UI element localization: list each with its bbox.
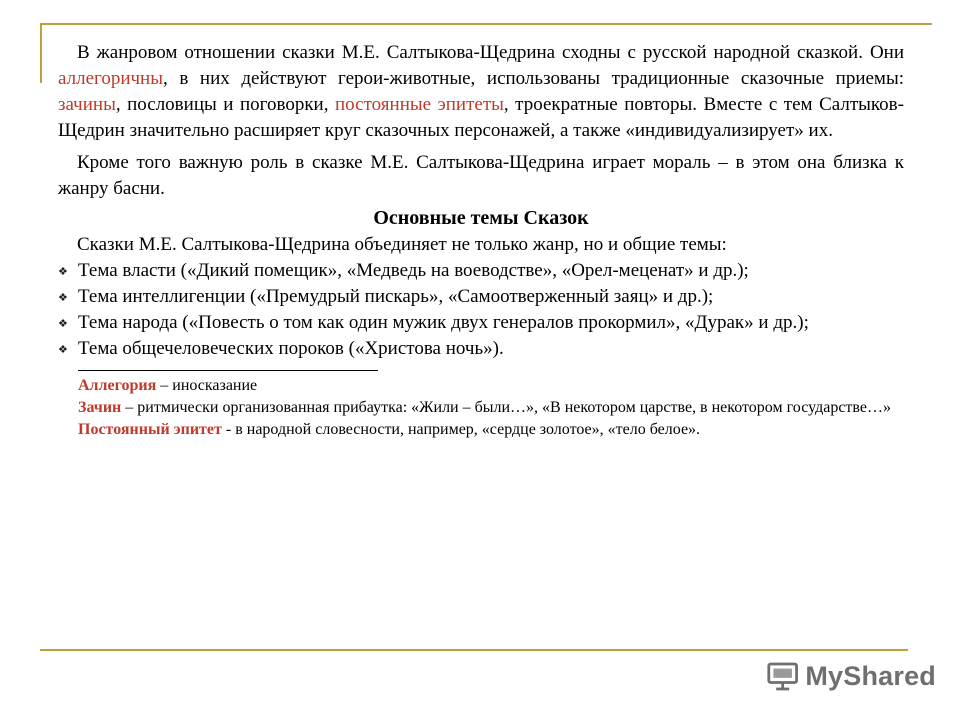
term-allegorical: аллегоричны [58,68,163,89]
list-item: ❖ Тема власти («Дикий помещик», «Медведь на воеводстве», «Орел-меценат» и др.); [58,258,904,284]
footnotes [58,375,904,441]
moral-paragraph: Кроме того важную роль в сказке М.Е. Салтыкова-Щедрина играет мораль – в этом она близка к жанру басни. [58,152,904,199]
intro-paragraph [58,40,904,144]
intro-text-2: , в них действуют герои-животные, использованы традиционные сказочные приемы: [162,68,904,89]
logo-text: MyShared [805,660,936,691]
themes-intro-paragraph: Сказки М.Е. Салтыкова-Щедрина объединяет не только жанр, но и общие темы: [77,234,727,255]
footnote-opening: Зачин – ритмически организованная прибаутка: «Жили – были…», «В некотором царстве, в некотором государстве…» [78,399,891,416]
intro-text-4: , троекратные повторы. Вместе с тем Салтыков-Щедрин значительно расширяет круг сказочных персонажей, а также «индивидуализирует» их. [58,94,904,141]
list-item: ❖ Тема интеллигенции («Премудрый пискарь», «Самоотверженный заяц» и др.); [58,284,904,310]
footnote-allegory: Аллегория – иносказание [78,377,258,394]
diamond-bullet-icon: ❖ [58,344,68,356]
section-heading: Основные темы Сказок [373,207,589,229]
intro-text-1: В жанровом отношении сказки М.Е. Салтыкова-Щедрина сходны с русской народной сказкой. Они [77,42,904,63]
myshared-logo[interactable] [766,655,936,697]
term-openings: зачины [58,94,116,115]
footnote-epithet: Постоянный эпитет - в народной словесности, например, «сердце золотое», «тело белое». [78,421,701,438]
diamond-bullet-icon: ❖ [58,318,68,330]
list-item: ❖ Тема общечеловеческих пороков («Христова ночь»). [58,336,904,362]
footnote-separator [78,370,378,371]
list-item: ❖ Тема народа («Повесть о том как один мужик двух генералов прокормил», «Дурак» и др.); [58,310,904,336]
intro-text-3: , пословицы и поговорки, [115,94,336,115]
slide-content [58,40,904,441]
diamond-bullet-icon: ❖ [58,292,68,304]
bottom-border-line [40,649,908,651]
presentation-board-icon [766,660,799,692]
left-border-line [40,23,42,83]
themes-list [58,258,904,362]
diamond-bullet-icon: ❖ [58,266,68,278]
term-epithets: постоянные эпитеты [335,94,504,115]
top-border-line [40,23,932,25]
